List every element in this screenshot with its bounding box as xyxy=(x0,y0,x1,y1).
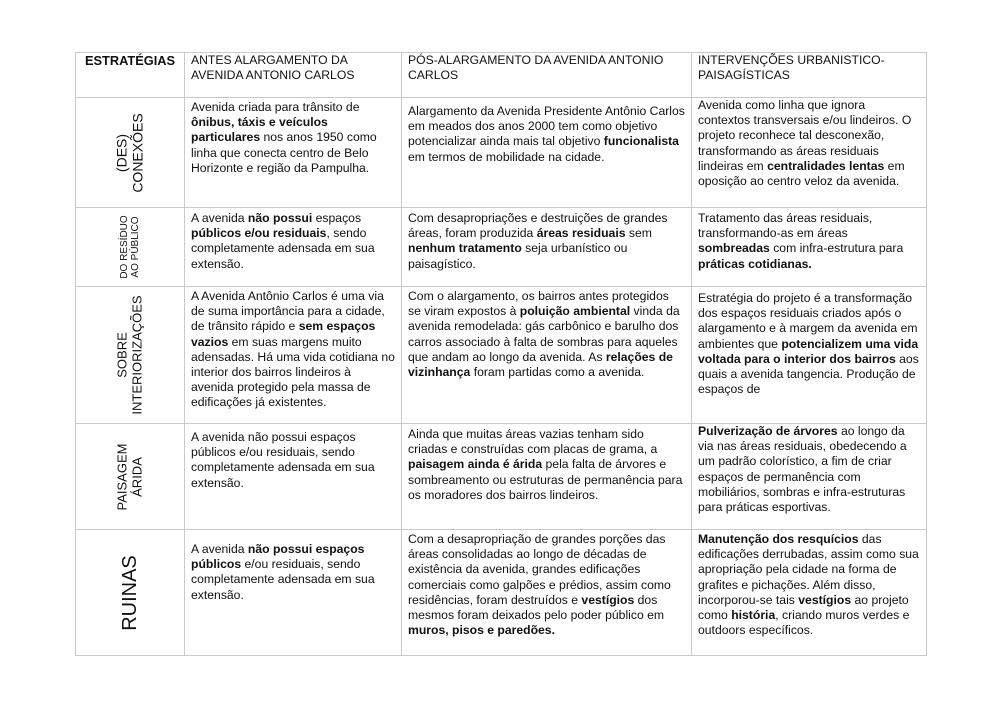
bold-text: Pulverização de árvores xyxy=(698,424,838,438)
after-cell xyxy=(402,530,692,656)
body-text: em oposição ao centro veloz da avenida. xyxy=(698,158,905,189)
strategy-cell xyxy=(76,287,185,424)
bold-text: sem espaços vazios xyxy=(191,319,376,349)
bold-text: vestígios xyxy=(798,592,852,607)
bold-text: centralidades lentas xyxy=(767,158,885,173)
interventions-cell xyxy=(692,98,927,208)
table-row xyxy=(76,530,927,656)
after-cell xyxy=(402,98,692,208)
body-text: Alargamento da Avenida Presidente Antônio Carlos em meados dos anos 2000 tem como objetivo potencializar ainda mais tal objetivo xyxy=(408,104,685,149)
body-text: nos anos 1950 como linha que conecta centro de Belo Horizonte e região da Pampulha. xyxy=(191,130,377,175)
body-text: aos quais a avenida tangencia. Produção de espaços de xyxy=(698,351,919,397)
body-text: em suas margens muito adensadas. Há uma vida cotidiana no interior dos bairros lindeiros à avenida protegido pela massa de edificações já existentes. xyxy=(191,334,395,410)
body-text: Estratégia do projeto é a transformação dos espaços residuais criados após o alargamento e à margem da avenida em ambientes que xyxy=(698,291,918,351)
body-text: A Avenida Antônio Carlos é uma via de suma importância para a cidade, de trânsito rápido e xyxy=(191,289,385,334)
body-text: dos mesmos foram deixados pelo poder público em xyxy=(408,592,665,623)
before-cell xyxy=(185,98,402,208)
strategies-table xyxy=(75,52,927,656)
interventions-cell xyxy=(692,208,927,287)
table-row xyxy=(76,208,927,287)
body-text: pela falta de árvores e sombreamento ou estruturas de permanência para os moradores dos bairros lindeiros. xyxy=(408,457,683,502)
body-text: Ainda que muitas áreas vazias tenham sido criadas e construídas com placas de grama, a xyxy=(408,427,658,457)
after-cell xyxy=(402,424,692,530)
bold-text: práticas cotidianas. xyxy=(698,256,812,271)
header-interventions: INTERVENÇÕES URBANISTICO-PAISAGÍSTICAS xyxy=(692,53,927,98)
body-text: foram partidas como a avenida. xyxy=(470,365,645,380)
header-before: ANTES ALARGAMENTO DA AVENIDA ANTONIO CARLOS xyxy=(185,53,402,98)
strategy-label: PAISAGEM ÁRIDA xyxy=(114,443,144,510)
table-row xyxy=(76,98,927,208)
bold-text: muros, pisos e paredões. xyxy=(408,623,555,638)
body-text: espaços xyxy=(312,211,362,225)
table-row xyxy=(76,287,927,424)
body-text: ao longo da via nas áreas residuais, obedecendo a um padrão colorístico, a fim de criar espaços de permanência com mobiliários, sombras e infra-estruturas para práticas esportivas. xyxy=(698,424,907,515)
bold-text: não possui xyxy=(247,211,313,225)
strategy-cell xyxy=(76,424,185,530)
body-text: A avenida não possui espaços públicos e/ou residuais, sendo completamente adensada em sua extensão. xyxy=(191,430,375,490)
bold-text: não possui espaços públicos xyxy=(191,542,365,572)
body-text: Tratamento das áreas residuais, transformando-as em áreas xyxy=(698,211,873,241)
strategy-cell xyxy=(76,530,185,656)
after-cell xyxy=(402,287,692,424)
body-text: e/ou residuais, sendo completamente adensada em sua extensão. xyxy=(191,557,375,602)
bold-text: Manutenção dos resquícios xyxy=(698,532,859,546)
strategy-cell xyxy=(76,98,185,208)
header-after: PÓS-ALARGAMENTO DA AVENIDA ANTONIO CARLOS xyxy=(402,53,692,98)
before-cell xyxy=(185,530,402,656)
bold-text: paisagem ainda é árida xyxy=(408,457,543,472)
before-cell xyxy=(185,208,402,287)
bold-text: nenhum tratamento xyxy=(408,241,522,256)
body-text: vinda da avenida remodelada: gás carbônico e barulho dos carros associado à falta de sombras para aqueles que andam ao longo da avenida. As xyxy=(408,304,680,364)
body-text: A avenida xyxy=(191,542,248,556)
after-cell xyxy=(402,208,692,287)
body-text: seja urbanístico ou paisagístico. xyxy=(408,241,628,271)
strategy-cell xyxy=(76,208,185,287)
body-text: com infra-estrutura para xyxy=(769,241,904,256)
strategy-label: SOBRE INTERIORIZAÇÕES xyxy=(114,295,144,415)
body-text: , sendo completamente adensada em sua extensão. xyxy=(191,226,375,271)
header-strategies: ESTRATÉGIAS xyxy=(76,53,185,98)
bold-text: sombreadas xyxy=(698,241,770,256)
before-cell xyxy=(185,424,402,530)
bold-text: funcionalista xyxy=(603,134,679,149)
header-row xyxy=(76,53,927,98)
before-cell xyxy=(185,287,402,424)
body-text: Avenida criada para trânsito de xyxy=(191,100,360,114)
body-text: sem xyxy=(625,226,652,241)
body-text: Avenida como linha que ignora contextos transversais e/ou lindeiros. O projeto reconhece tal desconexão, transformando as áreas residuais lindeiras em xyxy=(698,98,912,173)
bold-text: vestígios xyxy=(581,592,635,607)
bold-text: ônibus, táxis e veículos particulares xyxy=(191,115,328,145)
bold-text: história xyxy=(731,608,776,623)
strategy-label: DO RESÍDUO AO PÚBLICO xyxy=(118,215,141,279)
strategy-label: RUINAS xyxy=(118,554,141,631)
interventions-cell xyxy=(692,424,927,530)
interventions-cell xyxy=(692,530,927,656)
body-text: Com desapropriações e destruições de grandes áreas, foram produzida xyxy=(408,211,668,241)
interventions-cell xyxy=(692,287,927,424)
bold-text: poluição ambiental xyxy=(519,304,631,319)
body-text: ao projeto como xyxy=(698,592,909,623)
body-text: das edificações derrubadas, assim como sua apropriação pela cidade na forma de grafites e pichações. Além disso, incorporou-se tais xyxy=(698,532,919,607)
bold-text: áreas residuais xyxy=(536,226,626,241)
bold-text: potencializem uma vida voltada para o interior dos bairros xyxy=(698,336,919,366)
body-text: A avenida xyxy=(191,211,248,225)
bold-text: públicos e/ou residuais xyxy=(191,226,327,241)
body-text: Com o alargamento, os bairros antes protegidos se viram expostos à xyxy=(408,289,669,319)
body-text: , criando muros verdes e outdoors específicos. xyxy=(698,608,910,638)
body-text: em termos de mobilidade na cidade. xyxy=(408,149,605,164)
body-text: Com a desapropriação de grandes porções das áreas consolidadas ao longo de décadas de existência da avenida, grandes edificações comerciais como galpões e prédios, assim como residências, foram destruídos e xyxy=(408,532,671,607)
bold-text: relações de vizinhança xyxy=(408,349,673,380)
table-row xyxy=(76,424,927,530)
strategy-label: (DES) CONEXÕES xyxy=(113,112,145,193)
